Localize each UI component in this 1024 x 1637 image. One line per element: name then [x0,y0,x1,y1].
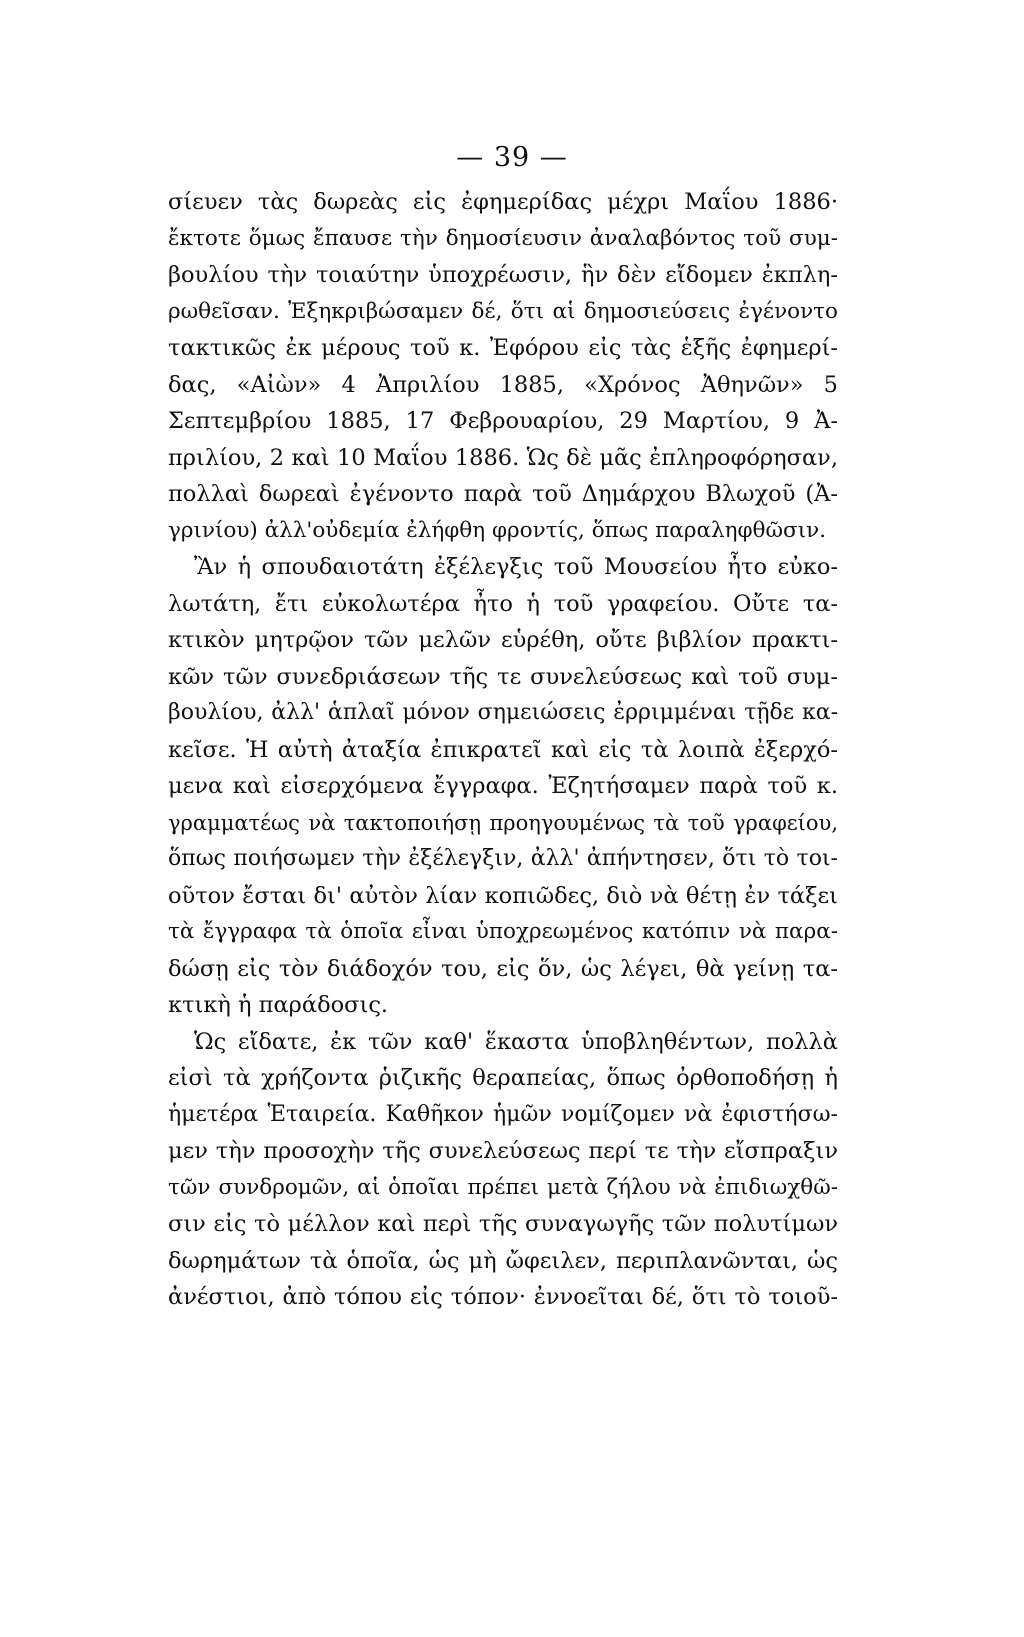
text-line: βουλίου, ἀλλ' ἁπλαῖ μόνον σημειώσεις ἐρριμμέναι τῇδε κα- [168,700,838,725]
text-line: δώσῃ εἰς τὸν διάδοχόν του, εἰς ὅν, ὡς λέγει, θὰ γείνῃ τα- [168,955,838,982]
text-line: ἔκτοτε ὅμως ἔπαυσε τὴν δημοσίευσιν ἀναλαβόντος τοῦ συμ- [168,225,838,251]
text-line: κτικὸν μητρῷον τῶν μελῶν εὑρέθη, οὔτε βιβλίον πρακτι- [168,627,838,653]
page-number: — 39 — [456,142,568,173]
text-line: Σεπτεμβρίου 1885, 17 Φεβρουαρίου, 29 Μαρτίου, 9 Ἀ- [168,408,838,434]
text-line: κῶν τῶν συνεδριάσεων τῆς τε συνελεύσεως καὶ τοῦ συμ- [168,663,838,690]
text-line: οῦτον ἔσται δι' αὐτὸν λίαν κοπιῶδες, διὸ νὰ θέτῃ ἐν τάξει [168,882,838,909]
text-line: τὰ ἔγγραφα τὰ ὁποῖα εἶναι ὑποχρεωμένος κατόπιν νὰ παρα- [168,919,838,944]
text-line: τακτικῶς ἐκ μέρους τοῦ κ. Ἐφόρου εἰς τὰς ἑξῆς ἐφημερί- [168,335,838,361]
text-line: Ὡς εἴδατε, ἐκ τῶν καθ' ἕκαστα ὑποβληθέντων, πολλὰ [194,1028,838,1055]
text-line: κεῖσε. Ἡ αὐτὴ ἀταξία ἐπικρατεῖ καὶ εἰς τὰ λοιπὰ ἐξερχό- [168,736,838,763]
text-line: εἰσὶ τὰ χρήζοντα ῥιζικῆς θεραπείας, ὅπως ὀρθοποδήσῃ ἡ [168,1065,838,1091]
text-line: ρωθεῖσαν. Ἐξηκριβώσαμεν δέ, ὅτι αἱ δημοσιεύσεις ἐγένοντο [168,298,838,324]
text-line: δας, «Αἰὼν» 4 Ἀπριλίου 1885, «Χρόνος Ἀθηνῶν» 5 [168,371,838,398]
text-line: ἡμετέρα Ἑταιρεία. Καθῆκον ἡμῶν νομίζομεν νὰ ἐφιστήσω- [168,1101,838,1127]
body-text [168,184,838,1316]
text-line: ὅπως ποιήσωμεν τὴν ἐξέλεγξιν, ἀλλ' ἀπήντησεν, ὅτι τὸ τοι- [168,846,838,871]
text-line: γρινίου) ἀλλ'οὐδεμία ἐλήφθη φροντίς, ὅπως παραληφθῶσιν. [168,517,827,543]
text-line: σιν εἰς τὸ μέλλον καὶ περὶ τῆς συναγωγῆς τῶν πολυτίμων [168,1211,838,1237]
text-line: γραμματέως νὰ τακτοποιήσῃ προηγουμένως τὰ τοῦ γραφείου, [168,810,838,835]
text-line: πριλίου, 2 καὶ 10 Μαΐου 1886. Ὡς δὲ μᾶς ἐπληροφόρησαν, [168,444,838,471]
text-line: τῶν συνδρομῶν, αἱ ὁποῖαι πρέπει μετὰ ζήλου νὰ ἐπιδιωχθῶ- [168,1174,838,1200]
text-line: κτικὴ ἡ παράδοσις. [168,992,389,1018]
text-line: πολλαὶ δωρεαὶ ἐγένοντο παρὰ τοῦ Δημάρχου Βλωχοῦ (Ἀ- [168,481,838,507]
text-line: λωτάτη, ἔτι εὐκολωτέρα ἦτο ἡ τοῦ γραφείου. Οὔτε τα- [168,590,838,617]
text-line: μεν τὴν προσοχὴν τῆς συνελεύσεως περί τε τὴν εἴσπραξιν [168,1138,838,1164]
text-line: σίευεν τὰς δωρεὰς εἰς ἐφημερίδας μέχρι Μαΐου 1886· [168,189,838,215]
text-line: βουλίου τὴν τοιαύτην ὑποχρέωσιν, ἣν δὲν εἴδομεν ἐκπλη- [168,262,838,288]
text-line: δωρημάτων τὰ ὁποῖα, ὡς μὴ ὤφειλεν, περιπλανῶνται, ὡς [168,1247,838,1274]
text-line: Ἂν ἡ σπουδαιοτάτη ἐξέλεγξις τοῦ Μουσείου ἦτο εὐκο- [194,554,838,580]
text-line: μενα καὶ εἰσερχόμενα ἔγγραφα. Ἐζητήσαμεν παρὰ τοῦ κ. [168,773,838,799]
text-line: ἀνέστιοι, ἀπὸ τόπου εἰς τόπον· ἐννοεῖται δέ, ὅτι τὸ τοιοῦ- [168,1284,838,1310]
